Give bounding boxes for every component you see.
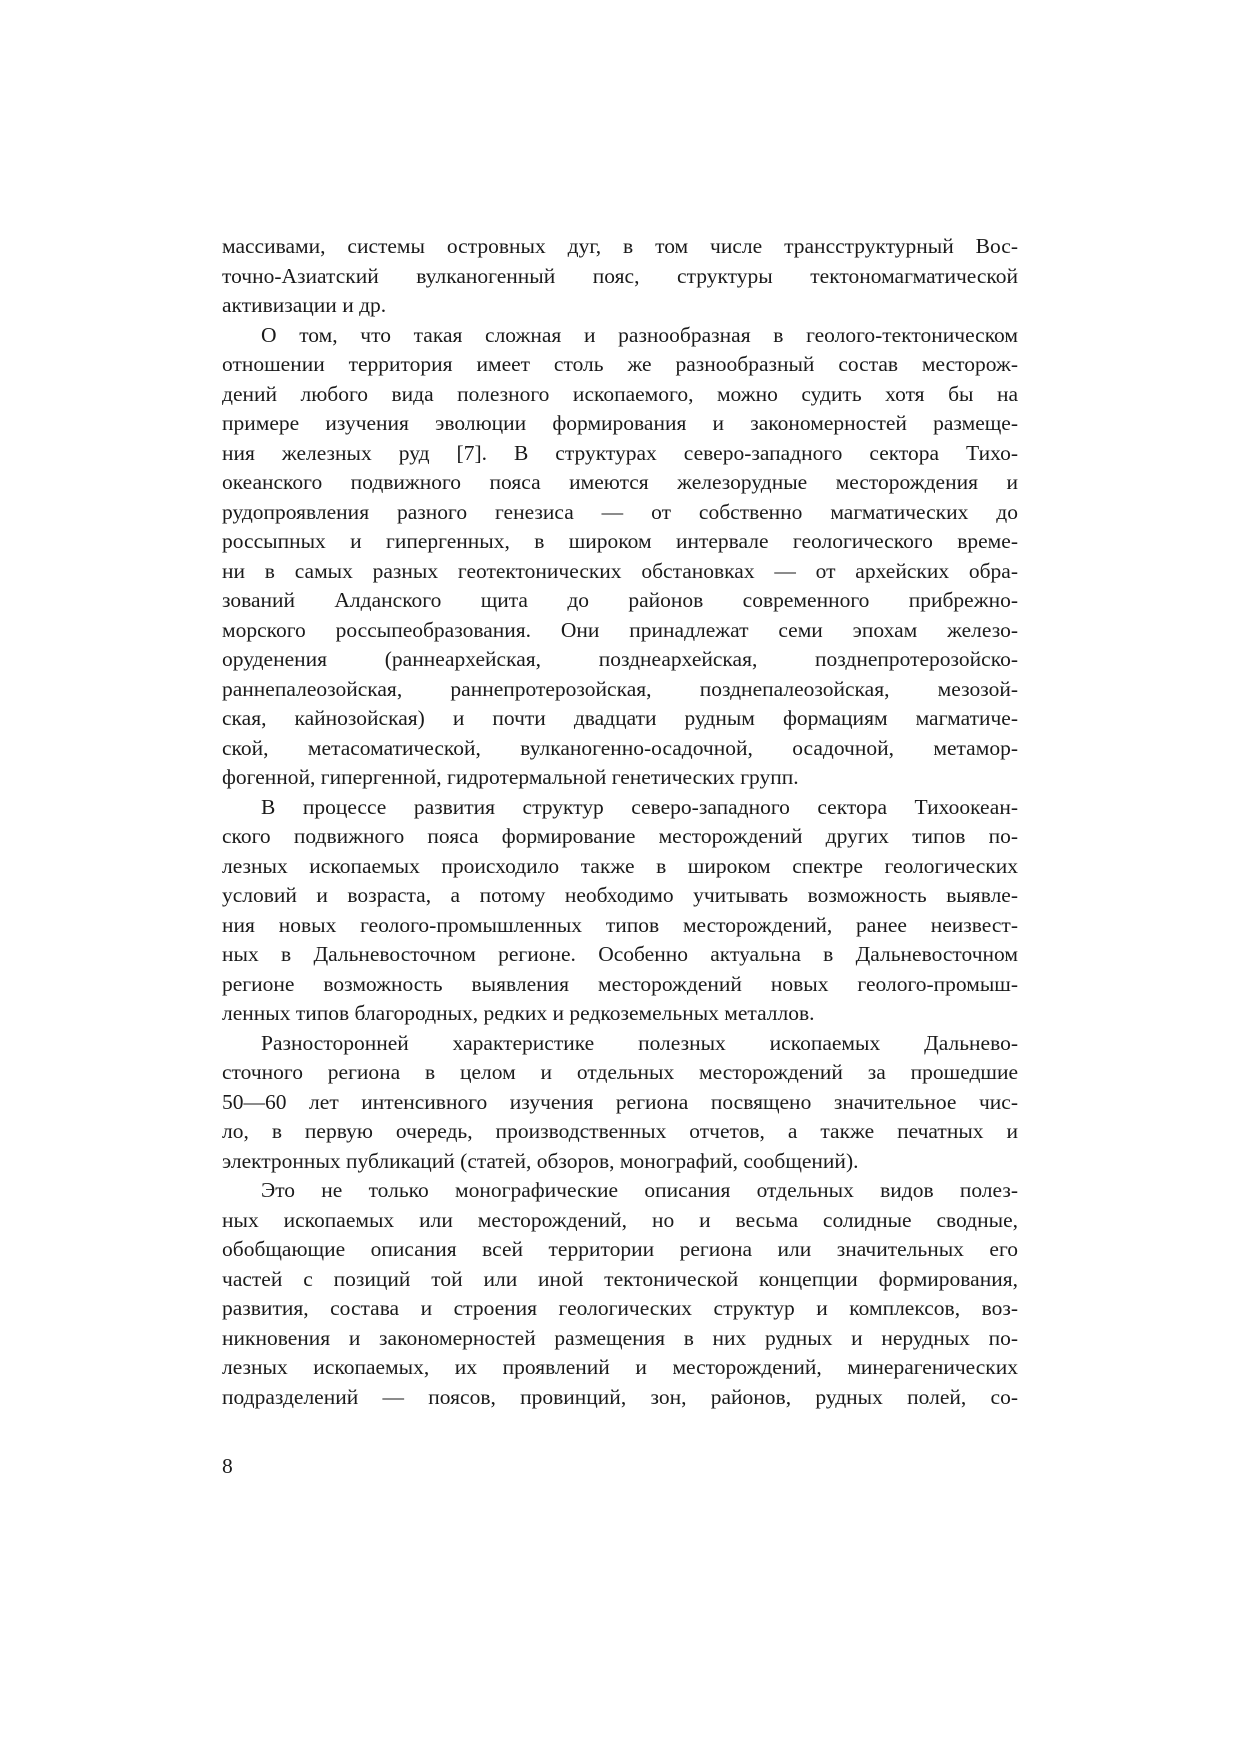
paragraph-1	[222, 232, 1018, 321]
text-line: ных в Дальневосточном регионе. Особенно актуальна в Дальневосточном	[222, 942, 1018, 966]
text-line: электронных публикаций (статей, обзоров, монографий, сообщений).	[222, 1148, 859, 1173]
text-line: раннепалеозойская, раннепротерозойская, позднепалеозойская, мезозой-	[222, 676, 1018, 701]
text-line: зований Алданского щита до районов современного прибрежно-	[222, 588, 1018, 612]
text-line: массивами, системы островных дуг, в том числе трансструктурный Вос-	[222, 234, 1018, 258]
text-line: активизации и др.	[222, 293, 387, 317]
text-line: обобщающие описания всей территории региона или значительных его	[222, 1237, 1018, 1261]
text-line: Это не только монографические описания отдельных видов полез-	[261, 1178, 1018, 1202]
page-number: 8	[222, 1454, 233, 1478]
body-text	[222, 232, 1018, 1412]
text-line: Разносторонней характеристике полезных ископаемых Дальнево-	[261, 1030, 1018, 1055]
text-line: примере изучения эволюции формирования и закономерностей размеще-	[222, 411, 1018, 435]
text-line: ской, метасоматической, вулканогенно-осадочной, осадочной, метамор-	[222, 735, 1018, 760]
text-line: дений любого вида полезного ископаемого, можно судить хотя бы на	[222, 381, 1018, 406]
text-line: ского подвижного пояса формирование месторождений других типов по-	[222, 824, 1018, 848]
text-line: отношении территория имеет столь же разнообразный состав месторож-	[222, 352, 1018, 376]
text-line: 50—60 лет интенсивного изучения региона посвящено значительное чис-	[222, 1089, 1018, 1114]
text-line: сточного региона в целом и отдельных месторождений за прошедшие	[222, 1060, 1018, 1084]
text-line: морского россыпеобразования. Они принадлежат семи эпохам железо-	[222, 617, 1018, 642]
paragraph-2	[222, 321, 1018, 793]
text-line: ни в самых разных геотектонических обстановках — от архейских обра-	[222, 558, 1018, 583]
text-line: ния новых геолого-промышленных типов месторождений, ранее неизвест-	[222, 912, 1018, 937]
text-line: ло, в первую очередь, производственных отчетов, а также печатных и	[222, 1119, 1018, 1143]
text-line: никновения и закономерностей размещения в них рудных и нерудных по-	[222, 1325, 1018, 1350]
text-line: точно-Азиатский вулканогенный пояс, структуры тектономагматической	[222, 263, 1018, 288]
text-line: частей с позиций той или иной тектонической концепции формирования,	[222, 1266, 1018, 1291]
paragraph-5	[222, 1176, 1018, 1412]
text-line: рудопроявления разного генезиса — от собственно магматических до	[222, 499, 1018, 524]
paragraph-4	[222, 1029, 1018, 1177]
text-line: лезных ископаемых, их проявлений и месторождений, минерагенических	[222, 1355, 1018, 1379]
text-line: условий и возраста, а потому необходимо учитывать возможность выявле-	[222, 883, 1018, 907]
paragraph-3	[222, 793, 1018, 1029]
text-line: регионе возможность выявления месторождений новых геолого-промыш-	[222, 971, 1018, 996]
text-line: ния железных руд [7]. В структурах северо-западного сектора Тихо-	[222, 440, 1018, 465]
text-line: лезных ископаемых происходило также в широком спектре геологических	[222, 853, 1018, 878]
text-line: фогенной, гипергенной, гидротермальной генетических групп.	[222, 765, 799, 789]
text-line: развития, состава и строения геологических структур и комплексов, воз-	[222, 1296, 1018, 1320]
text-line: подразделений — поясов, провинций, зон, районов, рудных полей, со-	[222, 1384, 1018, 1409]
text-line: оруденения (раннеархейская, позднеархейская, позднепротерозойско-	[222, 647, 1018, 671]
text-line: россыпных и гипергенных, в широком интервале геологического време-	[222, 529, 1018, 553]
text-line: О том, что такая сложная и разнообразная в геолого-тектоническом	[261, 322, 1018, 347]
text-line: океанского подвижного пояса имеются железорудные месторождения и	[222, 470, 1018, 494]
text-line: ленных типов благородных, редких и редкоземельных металлов.	[222, 1001, 815, 1025]
text-line: ных ископаемых или месторождений, но и весьма солидные сводные,	[222, 1207, 1018, 1232]
text-line: ская, кайнозойская) и почти двадцати рудным формациям магматиче-	[222, 706, 1018, 730]
text-line: В процессе развития структур северо-западного сектора Тихоокеан-	[261, 794, 1018, 819]
